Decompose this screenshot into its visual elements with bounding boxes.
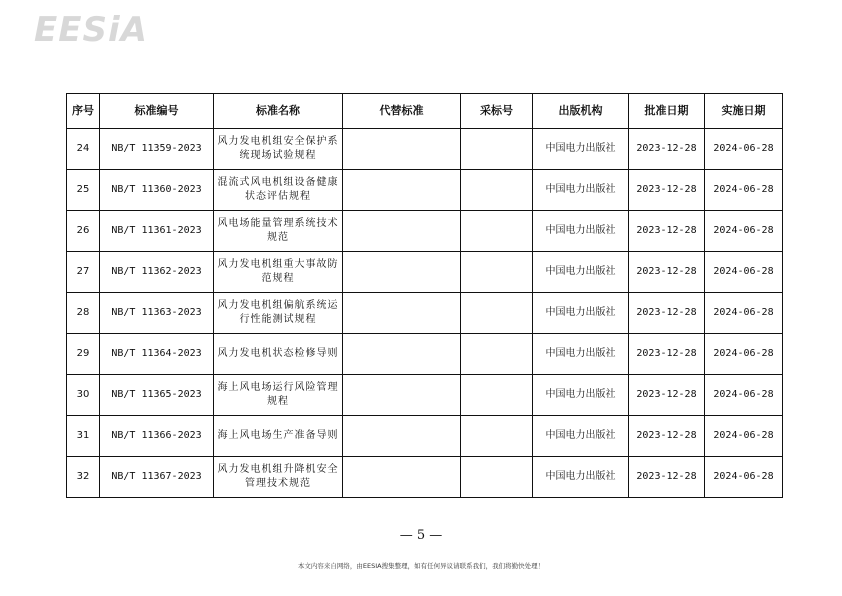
cell-code: NB/T 11364-2023 bbox=[100, 334, 214, 375]
cell-name: 风力发电机组偏航系统运行性能测试规程 bbox=[214, 293, 343, 334]
cell-no: 27 bbox=[67, 252, 100, 293]
cell-no: 28 bbox=[67, 293, 100, 334]
header-publisher: 出版机构 bbox=[533, 94, 629, 129]
cell-no: 32 bbox=[67, 457, 100, 498]
table-row bbox=[67, 334, 783, 375]
cell-code: NB/T 11359-2023 bbox=[100, 129, 214, 170]
header-no: 序号 bbox=[67, 94, 100, 129]
cell-name: 风力发电机组升降机安全管理技术规范 bbox=[214, 457, 343, 498]
table-row bbox=[67, 170, 783, 211]
header-effective: 实施日期 bbox=[705, 94, 783, 129]
cell-adopt bbox=[461, 416, 533, 457]
cell-name: 海上风电场生产准备导则 bbox=[214, 416, 343, 457]
cell-approve: 2023-12-28 bbox=[629, 293, 705, 334]
cell-code: NB/T 11360-2023 bbox=[100, 170, 214, 211]
table-row bbox=[67, 457, 783, 498]
cell-replace bbox=[343, 334, 461, 375]
cell-approve: 2023-12-28 bbox=[629, 334, 705, 375]
table-row bbox=[67, 416, 783, 457]
cell-effective: 2024-06-28 bbox=[705, 170, 783, 211]
cell-approve: 2023-12-28 bbox=[629, 457, 705, 498]
cell-publisher: 中国电力出版社 bbox=[533, 375, 629, 416]
standards-table bbox=[66, 93, 783, 498]
cell-publisher: 中国电力出版社 bbox=[533, 416, 629, 457]
table-row bbox=[67, 129, 783, 170]
table-row bbox=[67, 293, 783, 334]
cell-name: 混流式风电机组设备健康状态评估规程 bbox=[214, 170, 343, 211]
cell-no: 26 bbox=[67, 211, 100, 252]
cell-approve: 2023-12-28 bbox=[629, 211, 705, 252]
cell-code: NB/T 11366-2023 bbox=[100, 416, 214, 457]
cell-publisher: 中国电力出版社 bbox=[533, 129, 629, 170]
cell-effective: 2024-06-28 bbox=[705, 457, 783, 498]
cell-effective: 2024-06-28 bbox=[705, 375, 783, 416]
cell-code: NB/T 11367-2023 bbox=[100, 457, 214, 498]
cell-publisher: 中国电力出版社 bbox=[533, 211, 629, 252]
cell-effective: 2024-06-28 bbox=[705, 334, 783, 375]
cell-no: 31 bbox=[67, 416, 100, 457]
cell-effective: 2024-06-28 bbox=[705, 293, 783, 334]
cell-no: 25 bbox=[67, 170, 100, 211]
cell-replace bbox=[343, 252, 461, 293]
cell-code: NB/T 11361-2023 bbox=[100, 211, 214, 252]
cell-publisher: 中国电力出版社 bbox=[533, 252, 629, 293]
header-code: 标准编号 bbox=[100, 94, 214, 129]
cell-effective: 2024-06-28 bbox=[705, 252, 783, 293]
cell-adopt bbox=[461, 334, 533, 375]
cell-name: 风电场能量管理系统技术规范 bbox=[214, 211, 343, 252]
cell-adopt bbox=[461, 293, 533, 334]
page-number: — 5 — bbox=[399, 528, 443, 543]
cell-replace bbox=[343, 129, 461, 170]
cell-name: 风力发电机状态检修导则 bbox=[214, 334, 343, 375]
cell-no: 30 bbox=[67, 375, 100, 416]
header-adopt: 采标号 bbox=[461, 94, 533, 129]
cell-approve: 2023-12-28 bbox=[629, 416, 705, 457]
cell-replace bbox=[343, 211, 461, 252]
header-approve: 批准日期 bbox=[629, 94, 705, 129]
cell-code: NB/T 11363-2023 bbox=[100, 293, 214, 334]
cell-code: NB/T 11365-2023 bbox=[100, 375, 214, 416]
header-name: 标准名称 bbox=[214, 94, 343, 129]
cell-approve: 2023-12-28 bbox=[629, 375, 705, 416]
footer-note: 本文内容来自网络，由EESIA搜集整理，如有任何异议请联系我们，我们将勤快处理！ bbox=[297, 562, 545, 570]
cell-publisher: 中国电力出版社 bbox=[533, 457, 629, 498]
cell-name: 风力发电机组重大事故防范规程 bbox=[214, 252, 343, 293]
cell-no: 24 bbox=[67, 129, 100, 170]
cell-adopt bbox=[461, 211, 533, 252]
cell-name: 风力发电机组安全保护系统现场试验规程 bbox=[214, 129, 343, 170]
cell-replace bbox=[343, 170, 461, 211]
cell-effective: 2024-06-28 bbox=[705, 211, 783, 252]
table-row bbox=[67, 252, 783, 293]
cell-approve: 2023-12-28 bbox=[629, 252, 705, 293]
cell-publisher: 中国电力出版社 bbox=[533, 293, 629, 334]
cell-code: NB/T 11362-2023 bbox=[100, 252, 214, 293]
cell-adopt bbox=[461, 129, 533, 170]
cell-publisher: 中国电力出版社 bbox=[533, 334, 629, 375]
cell-approve: 2023-12-28 bbox=[629, 170, 705, 211]
table-header-row bbox=[67, 94, 783, 129]
table-row bbox=[67, 211, 783, 252]
table-row bbox=[67, 375, 783, 416]
cell-adopt bbox=[461, 170, 533, 211]
cell-no: 29 bbox=[67, 334, 100, 375]
header-replace: 代替标准 bbox=[343, 94, 461, 129]
cell-replace bbox=[343, 457, 461, 498]
cell-effective: 2024-06-28 bbox=[705, 129, 783, 170]
cell-replace bbox=[343, 375, 461, 416]
cell-name: 海上风电场运行风险管理规程 bbox=[214, 375, 343, 416]
cell-adopt bbox=[461, 375, 533, 416]
cell-adopt bbox=[461, 457, 533, 498]
cell-replace bbox=[343, 293, 461, 334]
cell-approve: 2023-12-28 bbox=[629, 129, 705, 170]
eesia-logo: EESiA bbox=[34, 10, 148, 50]
cell-effective: 2024-06-28 bbox=[705, 416, 783, 457]
cell-publisher: 中国电力出版社 bbox=[533, 170, 629, 211]
cell-replace bbox=[343, 416, 461, 457]
cell-adopt bbox=[461, 252, 533, 293]
